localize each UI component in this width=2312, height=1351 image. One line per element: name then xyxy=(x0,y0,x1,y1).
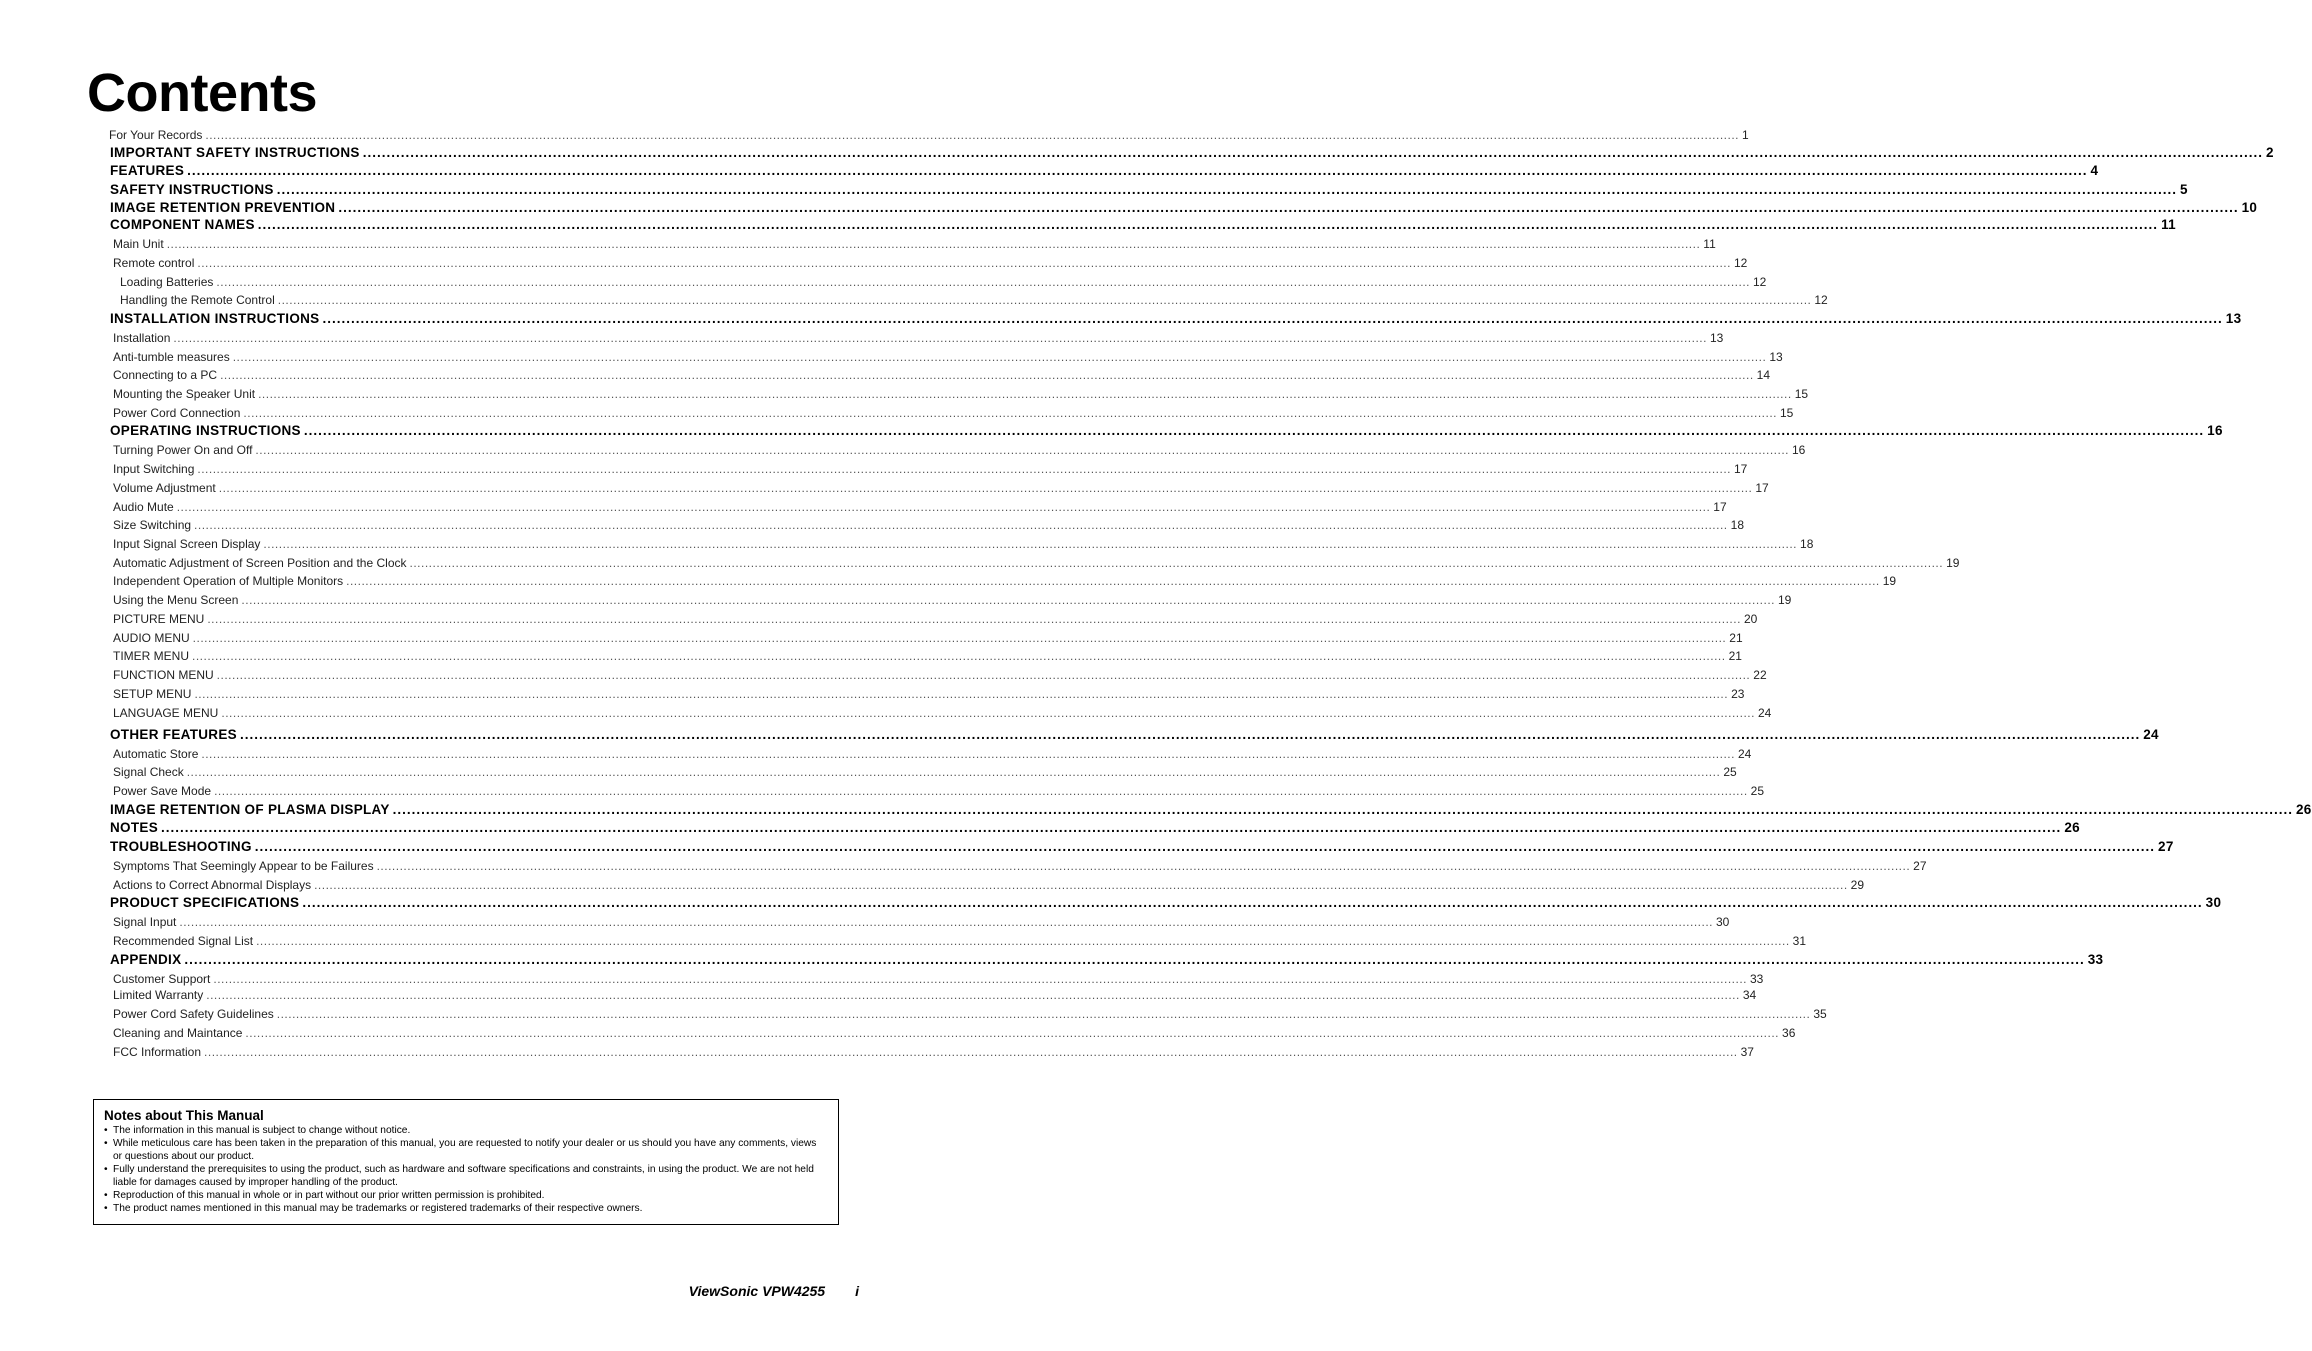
toc-dot-leader: ................................................................................................................................................................................................................................................................................................................................................................................................................ xyxy=(194,687,1729,701)
toc-subsection-entry xyxy=(113,649,1742,663)
toc-entry-label: APPENDIX xyxy=(110,952,182,967)
toc-entry-page: 13 xyxy=(1709,331,1724,345)
toc-section-entry xyxy=(110,182,2188,197)
notes-heading: Notes about This Manual xyxy=(104,1108,264,1123)
toc-section-entry xyxy=(110,952,2104,967)
toc-dot-leader: ................................................................................................................................................................................................................................................................................................................................................................................................................ xyxy=(243,406,1777,420)
toc-subsection-entry xyxy=(109,128,1749,142)
toc-dot-leader: ................................................................................................................................................................................................................................................................................................................................................................................................................ xyxy=(207,612,1741,626)
toc-entry-label: LANGUAGE MENU xyxy=(113,706,219,720)
toc-entry-page: 24 xyxy=(1757,706,1772,720)
toc-entry-label: IMAGE RETENTION PREVENTION xyxy=(110,200,336,215)
toc-subsection-entry xyxy=(113,612,1758,626)
toc-entry-label: Connecting to a PC xyxy=(113,368,218,382)
toc-dot-leader: ................................................................................................................................................................................................................................................................................................................................................................................................................ xyxy=(161,820,2062,835)
toc-dot-leader: ................................................................................................................................................................................................................................................................................................................................................................................................................ xyxy=(276,1007,1811,1021)
toc-dot-leader: ................................................................................................................................................................................................................................................................................................................................................................................................................ xyxy=(205,128,1739,142)
toc-dot-leader: ................................................................................................................................................................................................................................................................................................................................................................................................................ xyxy=(206,988,1740,1002)
toc-section-entry xyxy=(110,163,2099,178)
toc-entry-label: IMAGE RETENTION OF PLASMA DISPLAY xyxy=(110,802,390,817)
toc-subsection-entry xyxy=(113,706,1772,720)
toc-entry-page: 12 xyxy=(1733,256,1748,270)
toc-dot-leader: ................................................................................................................................................................................................................................................................................................................................................................................................................ xyxy=(303,423,2205,438)
toc-entry-page: 20 xyxy=(1743,612,1758,626)
toc-dot-leader: ................................................................................................................................................................................................................................................................................................................................................................................................................ xyxy=(201,747,1735,761)
toc-dot-leader: ................................................................................................................................................................................................................................................................................................................................................................................................................ xyxy=(216,275,1750,289)
toc-subsection-entry xyxy=(113,537,1814,551)
toc-entry-page: 5 xyxy=(2180,182,2188,197)
toc-entry-page: 15 xyxy=(1794,387,1809,401)
toc-dot-leader: ................................................................................................................................................................................................................................................................................................................................................................................................................ xyxy=(194,518,1728,532)
toc-subsection-entry xyxy=(113,765,1737,779)
toc-entry-page: 18 xyxy=(1730,518,1744,532)
toc-entry-label: Installation xyxy=(113,331,171,345)
toc-dot-leader: ................................................................................................................................................................................................................................................................................................................................................................................................................ xyxy=(197,256,1731,270)
toc-subsection-entry xyxy=(113,1007,1827,1021)
toc-section-entry xyxy=(110,820,2080,835)
toc-dot-leader: ................................................................................................................................................................................................................................................................................................................................................................................................................ xyxy=(221,706,1755,720)
toc-section-entry xyxy=(110,217,2176,232)
toc-entry-page: 30 xyxy=(2205,895,2222,910)
toc-entry-label: PICTURE MENU xyxy=(113,612,205,626)
toc-entry-page: 24 xyxy=(1737,747,1752,761)
toc-dot-leader: ................................................................................................................................................................................................................................................................................................................................................................................................................ xyxy=(256,934,1790,948)
toc-dot-leader: ................................................................................................................................................................................................................................................................................................................................................................................................................ xyxy=(220,368,1754,382)
notes-item xyxy=(104,1124,828,1137)
toc-dot-leader: ................................................................................................................................................................................................................................................................................................................................................................................................................ xyxy=(263,537,1798,551)
toc-entry-page: 4 xyxy=(2090,163,2099,178)
toc-entry-label: Signal Input xyxy=(113,915,177,929)
toc-entry-page: 11 xyxy=(2161,217,2176,232)
toc-entry-label: COMPONENT NAMES xyxy=(110,217,255,232)
toc-entry-label: Input Signal Screen Display xyxy=(113,537,261,551)
toc-dot-leader: ................................................................................................................................................................................................................................................................................................................................................................................................................ xyxy=(173,331,1707,345)
notes-item xyxy=(104,1163,828,1189)
toc-entry-label: Volume Adjustment xyxy=(113,481,216,495)
toc-subsection-entry xyxy=(113,500,1727,514)
toc-entry-page: 16 xyxy=(2207,423,2223,438)
toc-entry-label: Automatic Adjustment of Screen Position and the Clock xyxy=(113,556,407,570)
toc-dot-leader: ................................................................................................................................................................................................................................................................................................................................................................................................................ xyxy=(245,1026,1780,1040)
toc-subsection-entry xyxy=(113,1026,1796,1040)
toc-entry-page: 10 xyxy=(2241,200,2258,215)
notes-item xyxy=(104,1137,828,1163)
toc-entry-label: Power Save Mode xyxy=(113,784,212,798)
toc-entry-page: 31 xyxy=(1792,934,1807,948)
toc-subsection-entry xyxy=(120,293,1828,307)
toc-subsection-entry xyxy=(113,972,1764,986)
toc-entry-label: Power Cord Connection xyxy=(113,406,241,420)
toc-dot-leader: ................................................................................................................................................................................................................................................................................................................................................................................................................ xyxy=(192,631,1727,645)
footer-brand: ViewSonic VPW4255 xyxy=(688,1283,826,1299)
toc-section-entry xyxy=(110,145,2274,160)
toc-dot-leader: ................................................................................................................................................................................................................................................................................................................................................................................................................ xyxy=(197,462,1731,476)
toc-section-entry xyxy=(110,423,2223,438)
toc-subsection-entry xyxy=(113,331,1724,345)
toc-dot-leader: ................................................................................................................................................................................................................................................................................................................................................................................................................ xyxy=(338,200,2239,215)
toc-dot-leader: ................................................................................................................................................................................................................................................................................................................................................................................................................ xyxy=(302,895,2203,910)
toc-subsection-entry xyxy=(113,747,1752,761)
toc-entry-page: 35 xyxy=(1813,1007,1827,1021)
toc-entry-page: 33 xyxy=(1749,972,1764,986)
toc-subsection-entry xyxy=(113,518,1744,532)
toc-entry-label: Power Cord Safety Guidelines xyxy=(113,1007,274,1021)
toc-entry-label: Handling the Remote Control xyxy=(120,293,275,307)
toc-dot-leader: ................................................................................................................................................................................................................................................................................................................................................................................................................ xyxy=(409,556,1944,570)
toc-entry-label: Recommended Signal List xyxy=(113,934,254,948)
toc-dot-leader: ................................................................................................................................................................................................................................................................................................................................................................................................................ xyxy=(216,668,1751,682)
toc-dot-leader: ................................................................................................................................................................................................................................................................................................................................................................................................................ xyxy=(184,952,2085,967)
toc-entry-page: 18 xyxy=(1800,537,1814,551)
toc-entry-page: 15 xyxy=(1780,406,1794,420)
toc-dot-leader: ................................................................................................................................................................................................................................................................................................................................................................................................................ xyxy=(362,145,2263,160)
toc-subsection-entry xyxy=(113,934,1807,948)
toc-subsection-entry xyxy=(113,631,1743,645)
toc-dot-leader: ................................................................................................................................................................................................................................................................................................................................................................................................................ xyxy=(213,972,1747,986)
toc-entry-label: Audio Mute xyxy=(113,500,174,514)
toc-dot-leader: ................................................................................................................................................................................................................................................................................................................................................................................................................ xyxy=(204,1045,1738,1059)
toc-dot-leader: ................................................................................................................................................................................................................................................................................................................................................................................................................ xyxy=(176,500,1711,514)
toc-entry-label: PRODUCT SPECIFICATIONS xyxy=(110,895,300,910)
toc-entry-label: Remote control xyxy=(113,256,195,270)
toc-subsection-entry xyxy=(113,687,1745,701)
toc-dot-leader: ................................................................................................................................................................................................................................................................................................................................................................................................................ xyxy=(214,784,1748,798)
toc-section-entry xyxy=(110,802,2312,817)
toc-subsection-entry xyxy=(113,368,1771,382)
toc-dot-leader: ................................................................................................................................................................................................................................................................................................................................................................................................................ xyxy=(241,593,1775,607)
toc-entry-label: SAFETY INSTRUCTIONS xyxy=(110,182,274,197)
toc-entry-page: 11 xyxy=(1703,237,1716,251)
toc-section-entry xyxy=(110,839,2174,854)
bullet-icon: • xyxy=(104,1125,108,1136)
toc-dot-leader: ................................................................................................................................................................................................................................................................................................................................................................................................................ xyxy=(239,727,2141,742)
toc-subsection-entry xyxy=(113,350,1783,364)
toc-dot-leader: ................................................................................................................................................................................................................................................................................................................................................................................................................ xyxy=(255,443,1789,457)
toc-subsection-entry xyxy=(113,556,1960,570)
toc-entry-label: FCC Information xyxy=(113,1045,202,1059)
toc-entry-page: 2 xyxy=(2266,145,2274,160)
toc-subsection-entry xyxy=(113,988,1757,1002)
notes-item xyxy=(104,1202,828,1215)
toc-entry-page: 33 xyxy=(2087,952,2104,967)
toc-section-entry xyxy=(110,895,2222,910)
toc-entry-page: 25 xyxy=(1723,765,1737,779)
notes-item-text: While meticulous care has been taken in the preparation of this manual, you are requested to notify your dealer or us should you have any comments, views or questions about our product. xyxy=(113,1138,817,1162)
toc-dot-leader: ................................................................................................................................................................................................................................................................................................................................................................................................................ xyxy=(254,839,2156,854)
toc-entry-label: Cleaning and Maintance xyxy=(113,1026,243,1040)
toc-entry-page: 27 xyxy=(1913,859,1927,873)
bullet-icon: • xyxy=(104,1190,108,1201)
page-footer xyxy=(689,1283,859,1299)
toc-dot-leader: ................................................................................................................................................................................................................................................................................................................................................................................................................ xyxy=(232,350,1767,364)
toc-subsection-entry xyxy=(113,256,1748,270)
bullet-icon: • xyxy=(104,1138,108,1149)
toc-entry-page: 12 xyxy=(1814,293,1828,307)
notes-box xyxy=(93,1099,839,1225)
toc-entry-page: 37 xyxy=(1740,1045,1754,1059)
bullet-icon: • xyxy=(104,1164,108,1175)
toc-entry-page: 17 xyxy=(1713,500,1727,514)
toc-subsection-entry xyxy=(113,1045,1754,1059)
toc-entry-page: 21 xyxy=(1729,631,1743,645)
toc-entry-page: 24 xyxy=(2143,727,2159,742)
toc-entry-label: FUNCTION MENU xyxy=(113,668,214,682)
toc-entry-label: IMPORTANT SAFETY INSTRUCTIONS xyxy=(110,145,360,160)
toc-entry-label: Customer Support xyxy=(113,972,211,986)
toc-entry-page: 17 xyxy=(1755,481,1769,495)
toc-entry-page: 27 xyxy=(2158,839,2174,854)
toc-entry-page: 12 xyxy=(1753,275,1767,289)
toc-dot-leader: ................................................................................................................................................................................................................................................................................................................................................................................................................ xyxy=(187,163,2088,178)
toc-entry-page: 25 xyxy=(1750,784,1765,798)
toc-dot-leader: ................................................................................................................................................................................................................................................................................................................................................................................................................ xyxy=(257,217,2159,232)
toc-entry-page: 26 xyxy=(2295,802,2312,817)
toc-entry-page: 29 xyxy=(1850,878,1865,892)
toc-dot-leader: ................................................................................................................................................................................................................................................................................................................................................................................................................ xyxy=(179,915,1713,929)
toc-entry-page: 22 xyxy=(1753,668,1767,682)
toc-entry-label: NOTES xyxy=(110,820,159,835)
notes-item-text: The information in this manual is subject to change without notice. xyxy=(113,1125,411,1136)
toc-dot-leader: ................................................................................................................................................................................................................................................................................................................................................................................................................ xyxy=(186,765,1721,779)
toc-subsection-entry xyxy=(113,481,1769,495)
toc-entry-label: Mounting the Speaker Unit xyxy=(113,387,256,401)
toc-subsection-entry xyxy=(113,443,1806,457)
toc-entry-page: 23 xyxy=(1731,687,1745,701)
toc-entry-page: 36 xyxy=(1782,1026,1796,1040)
toc-dot-leader: ................................................................................................................................................................................................................................................................................................................................................................................................................ xyxy=(218,481,1753,495)
toc-subsection-entry xyxy=(113,462,1748,476)
toc-entry-label: AUDIO MENU xyxy=(113,631,190,645)
toc-entry-label: Loading Batteries xyxy=(120,275,214,289)
toc-entry-label: SETUP MENU xyxy=(113,687,192,701)
toc-entry-label: Actions to Correct Abnormal Displays xyxy=(113,878,312,892)
toc-entry-page: 34 xyxy=(1742,988,1757,1002)
toc-entry-page: 17 xyxy=(1733,462,1748,476)
toc-entry-label: OTHER FEATURES xyxy=(110,727,237,742)
notes-item-text: Fully understand the prerequisites to using the product, such as hardware and software specifications and constraints, in using the product. We are not held liable for damages caused by improper handling of the product. xyxy=(113,1164,814,1188)
toc-subsection-entry xyxy=(120,275,1767,289)
toc-dot-leader: ................................................................................................................................................................................................................................................................................................................................................................................................................ xyxy=(392,802,2293,817)
toc-entry-page: 13 xyxy=(2225,311,2242,326)
toc-entry-label: Limited Warranty xyxy=(113,988,204,1002)
toc-entry-label: Independent Operation of Multiple Monitors xyxy=(113,574,344,588)
notes-item-text: The product names mentioned in this manual may be trademarks or registered trademarks of their respective owners. xyxy=(113,1203,643,1214)
toc-entry-label: Automatic Store xyxy=(113,747,199,761)
toc-subsection-entry xyxy=(113,878,1865,892)
toc-dot-leader: ................................................................................................................................................................................................................................................................................................................................................................................................................ xyxy=(376,859,1911,873)
notes-item xyxy=(104,1189,828,1202)
toc-entry-page: 19 xyxy=(1946,556,1960,570)
toc-entry-label: For Your Records xyxy=(109,128,203,142)
toc-entry-label: Size Switching xyxy=(113,518,192,532)
toc-entry-label: FEATURES xyxy=(110,163,185,178)
toc-entry-label: TIMER MENU xyxy=(113,649,189,663)
toc-entry-label: Signal Check xyxy=(113,765,184,779)
toc-entry-label: Symptoms That Seemingly Appear to be Failures xyxy=(113,859,374,873)
toc-subsection-entry xyxy=(113,387,1809,401)
toc-entry-page: 16 xyxy=(1792,443,1806,457)
toc-dot-leader: ................................................................................................................................................................................................................................................................................................................................................................................................................ xyxy=(276,182,2178,197)
toc-dot-leader: ................................................................................................................................................................................................................................................................................................................................................................................................................ xyxy=(258,387,1792,401)
toc-entry-page: 1 xyxy=(1741,128,1749,142)
toc-entry-page: 21 xyxy=(1728,649,1742,663)
toc-entry-label: TROUBLESHOOTING xyxy=(110,839,252,854)
toc-dot-leader: ................................................................................................................................................................................................................................................................................................................................................................................................................ xyxy=(192,649,1726,663)
toc-subsection-entry xyxy=(113,406,1794,420)
toc-entry-page: 13 xyxy=(1769,350,1783,364)
toc-dot-leader: ................................................................................................................................................................................................................................................................................................................................................................................................................ xyxy=(322,311,2223,326)
toc-subsection-entry xyxy=(113,859,1927,873)
toc-entry-label: INSTALLATION INSTRUCTIONS xyxy=(110,311,320,326)
toc-subsection-entry xyxy=(113,915,1730,929)
toc-entry-page: 19 xyxy=(1882,574,1897,588)
notes-list xyxy=(104,1124,828,1215)
toc-section-entry xyxy=(110,727,2159,742)
toc-section-entry xyxy=(110,311,2242,326)
notes-item-text: Reproduction of this manual in whole or in part without our prior written permission is prohibited. xyxy=(113,1190,545,1201)
toc-entry-label: Turning Power On and Off xyxy=(113,443,253,457)
toc-entry-label: Using the Menu Screen xyxy=(113,593,239,607)
toc-entry-page: 14 xyxy=(1756,368,1771,382)
toc-entry-label: Input Switching xyxy=(113,462,195,476)
toc-entry-label: Main Unit xyxy=(113,237,164,251)
toc-dot-leader: ................................................................................................................................................................................................................................................................................................................................................................................................................ xyxy=(166,237,1701,251)
toc-entry-page: 19 xyxy=(1778,593,1792,607)
toc-subsection-entry xyxy=(113,784,1765,798)
toc-entry-page: 26 xyxy=(2064,820,2080,835)
toc-entry-label: OPERATING INSTRUCTIONS xyxy=(110,423,301,438)
page-title: Contents xyxy=(87,63,317,123)
toc-dot-leader: ................................................................................................................................................................................................................................................................................................................................................................................................................ xyxy=(314,878,1848,892)
toc-entry-label: Anti-tumble measures xyxy=(113,350,230,364)
bullet-icon: • xyxy=(104,1203,108,1214)
toc-entry-page: 30 xyxy=(1715,915,1730,929)
toc-subsection-entry xyxy=(113,593,1792,607)
toc-dot-leader: ................................................................................................................................................................................................................................................................................................................................................................................................................ xyxy=(346,574,1880,588)
footer-page-number: i xyxy=(855,1283,859,1299)
toc-section-entry xyxy=(110,200,2258,215)
toc-dot-leader: ................................................................................................................................................................................................................................................................................................................................................................................................................ xyxy=(277,293,1812,307)
toc-subsection-entry xyxy=(113,574,1897,588)
toc-subsection-entry xyxy=(113,237,1716,251)
toc-subsection-entry xyxy=(113,668,1767,682)
